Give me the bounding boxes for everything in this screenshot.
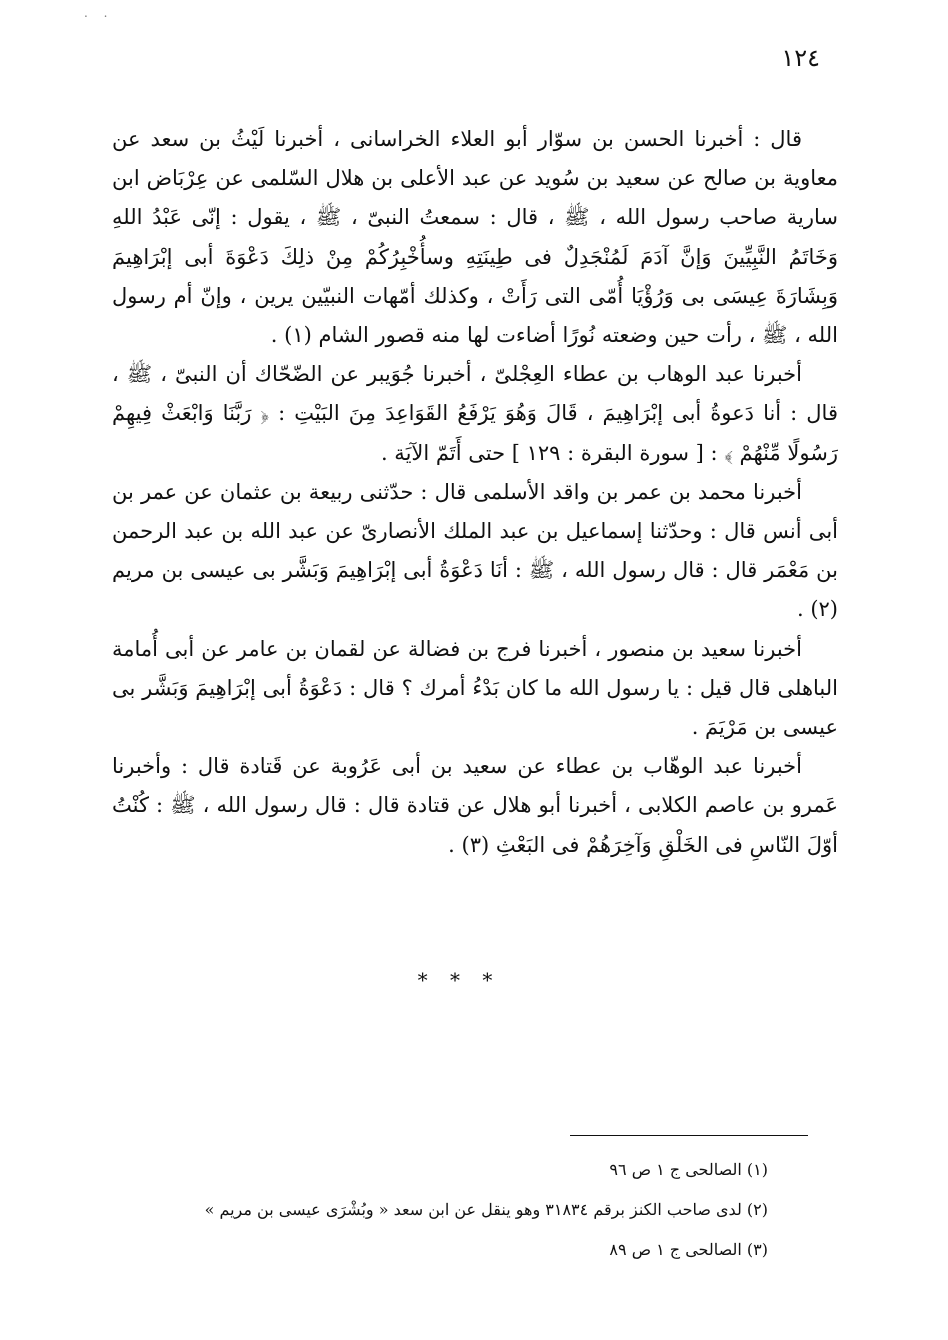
paragraph-2: أخبرنا عبد الوهاب بن عطاء العِجْلىّ ، أخبرنا جُوَيبر عن الضّحّاك أن النبىّ ، ﷺ ، قال : أنا دَعوةُ أبى إبْرَاهِيمَ ، قَالَ وَهُوَ يَرْفَعُ القَوَاعِدَ مِنَ البَيْتِ : ﴿ رَبَّنَا وَابْعَثْ فِيهِمْ رَسُولًا مِّنْهُمْ ﴾ : [ سورة البقرة : ١٢٩ ] حتى أَتَمّ الآيَة . [112, 362, 838, 465]
paragraph-5: أخبرنا عبد الوهّاب بن عطاء عن سعيد بن أبى عَرُوبة عن قَتادة قال : وأخبرنا عَمرو بن عاصم الكلابى ، أخبرنا أبو هلال عن قتادة قال : قال رسول الله ، ﷺ : كُنْتُ أوّلَ النّاسِ فى الخَلْقِ وَآخِرَهُمْ فى البَعْثِ (٣) . [112, 754, 838, 857]
paragraph-3: أخبرنا محمد بن عمر بن واقد الأسلمى قال : حدّثنى ربيعة بن عثمان عن عمر بن أبى أنس قال : وحدّثنا إسماعيل بن عبد الملك الأنصارىّ عن عبد الله بن عبد الرحمن بن مَعْمَر قال : قال رسول الله ، ﷺ : أنَا دَعْوَةُ أبى إبْرَاهِيمَ وَبَشَّر بى عيسى بن مريم (٢) . [112, 479, 838, 622]
paragraph-1: قال : أخبرنا الحسن بن سوّار أبو العلاء الخراسانى ، أخبرنا لَيْثُ بن سعد عن معاوية بن صالح عن سعيد بن سُويد عن عبد الأعلى بن هلال السّلمى عن عِرْبَاض ابن سارية صاحب رسول الله ، ﷺ ، قال : سمعتُ النبىّ ، ﷺ ، يقول : إنّى عَبْدُ اللهِ وَخَاتَمُ النَّبِيِّينَ وَإنَّ آدَمَ لَمُنْجَدِلٌ فى طِينَتِهِ وسأُخْبِرُكُمْ مِنْ ذلِكَ دَعْوَةَ أبى إبْرَاهِيمَ وَبِشَارَةَ عِيسَى بى وَرُؤْيَا أُمّى التى رَأَتْ ، وكذلك أمّهات النبيّين يرين ، وإنّ أم رسول الله ، ﷺ ، رأت حين وضعته نُورًا أضاءت لها منه قصور الشام (١) . [112, 127, 838, 348]
footnote-1: (١) الصالحى ج ١ ص ٩٦ [609, 1160, 768, 1179]
page-number: ١٢٤ [781, 44, 820, 72]
main-text [112, 120, 838, 865]
footnote-divider [570, 1135, 808, 1136]
footnote-2: (٢) لدى صاحب الكنز برقم ٣١٨٣٤ وهو ينقل عن ابن سعد « وبُشْرَى عيسى بن مريم » [204, 1200, 768, 1219]
scan-corner-marks: . . [84, 6, 114, 20]
footnote-3: (٣) الصالحى ج ١ ص ٨٩ [609, 1240, 768, 1259]
paragraph-4: أخبرنا سعيد بن منصور ، أخبرنا فرج بن فضالة عن لقمان بن عامر عن أبى أُمامة الباهلى قال قيل : يا رسول الله ما كان بَدْءُ أمرك ؟ قال : دَعْوَةُ أبى إبْرَاهِيمَ وَبَشَّر بى عيسى بن مَرْيَمَ . [112, 636, 838, 740]
section-separator: * * * [417, 968, 501, 992]
footnotes [118, 1150, 768, 1270]
